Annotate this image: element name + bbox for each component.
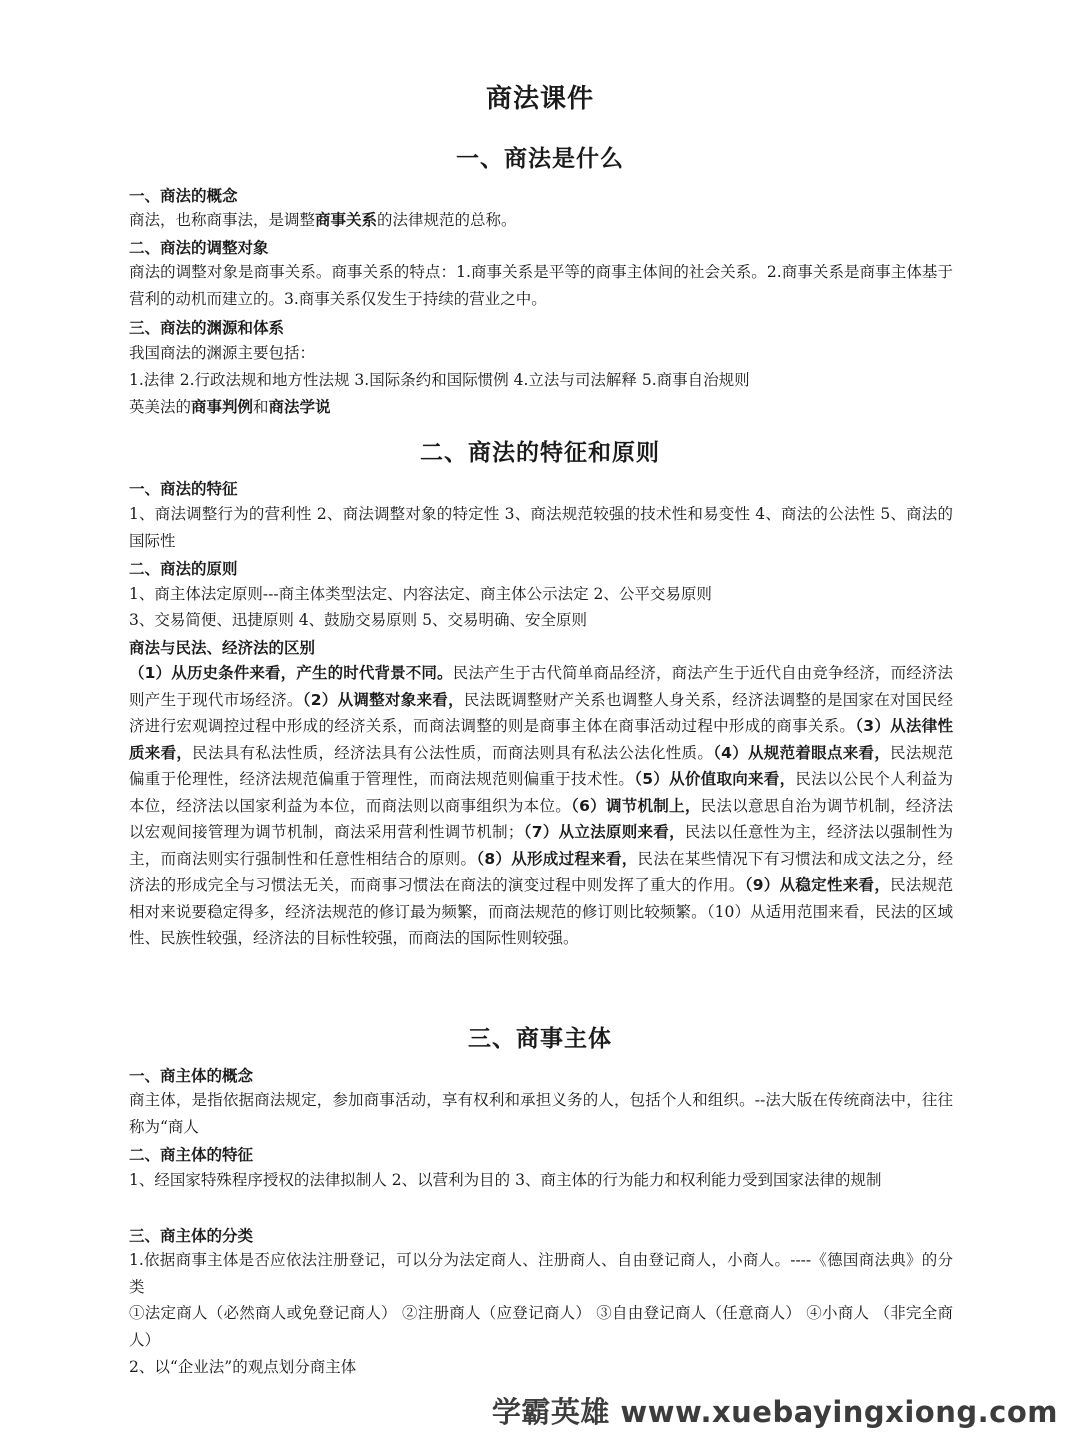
document-title: 商法课件 bbox=[485, 84, 594, 114]
ch3-section-3-enterprise-law: 2、以“企业法”的观点划分商主体 bbox=[129, 1358, 357, 1376]
ch3-section-3-types: ①法定商人（必然商人或免登记商人） ②注册商人（应登记商人） ③自由登记商人（任意商人） ④小商人 （非完全商人） bbox=[129, 1304, 953, 1349]
ch2-section-2-line-2: 3、交易简便、迅捷原则 4、鼓励交易原则 5、交易明确、安全原则 bbox=[129, 611, 587, 629]
ch1-section-3-intro: 我国商法的渊源主要包括： bbox=[129, 344, 316, 362]
ch3-section-2-heading: 二、商主体的特征 bbox=[129, 1146, 254, 1164]
ch2-section-1-heading: 一、商法的特征 bbox=[129, 480, 238, 498]
ch3-section-3-classification: 1.依据商事主体是否应依法注册登记，可以分为法定商人、注册商人、自由登记商人，小商人。----《德国商法典》的分类 bbox=[129, 1251, 953, 1296]
ch3-section-2-paragraph: 1、经国家特殊程序授权的法律拟制人 2、以营利为目的 3、商主体的行为能力和权利能力受到国家法律的规制 bbox=[129, 1171, 882, 1189]
site-watermark: 学霸英雄 www.xuebayingxiong.com bbox=[491, 1395, 1058, 1429]
ch1-section-1-paragraph: 商法，也称商事法，是调整商事关系的法律规范的总称。 bbox=[129, 211, 517, 229]
ch2-section-3-paragraph: （1）从历史条件来看，产生的时代背景不同。民法产生于古代简单商品经济，商法产生于近代自由竞争经济，而经济法则产生于现代市场经济。（2）从调整对象来看，民法既调整财产关系也调整人身关系，经济法调整的是国家在对国民经济进行宏观调控过程中形成的经济关系，而商法调整的则是商事主体在商事活动过程中形成的商事关系。（3）从法律性质来看，民法具有私法性质，经济法具有公法性质，而商法则具有私法公法化性质。（4）从规范着眼点来看，民法规范偏重于伦理性，经济法规范偏重于管理性，而商法规范则偏重于技术性。（5）从价值取向来看，民法以公民个人利益为本位，经济法以国家利益为本位，而商法则以商事组织为本位。（6）调节机制上，民法以意思自治为调节机制，经济法以宏观间接管理为调节机制，商法采用营利性调节机制；（7）从立法原则来看，民法以任意性为主，经济法以强制性为主，而商法则实行强制性和任意性相结合的原则。（8）从形成过程来看，民法在某些情况下有习惯法和成文法之分，经济法的形成完全与习惯法无关，而商事习惯法在商法的演变过程中则发挥了重大的作用。（9）从稳定性来看，民法规范相对来说要稳定得多，经济法规范的修订最为频繁，而商法规范的修订则比较频繁。（10）从适用范围来看，民法的区域性、民族性较强，经济法的目标性较强，而商法的国际性则较强。 bbox=[129, 664, 953, 947]
ch1-section-1-heading: 一、商法的概念 bbox=[129, 187, 238, 205]
chapter-1-title: 一、商法是什么 bbox=[456, 146, 624, 172]
ch1-section-2-paragraph: 商法的调整对象是商事关系。商事关系的特点：1.商事关系是平等的商事主体间的社会关系。2.商事关系是商事主体基于营利的动机而建立的。3.商事关系仅发生于持续的营业之中。 bbox=[129, 263, 953, 308]
chapter-2-title: 二、商法的特征和原则 bbox=[420, 440, 660, 466]
ch1-section-2-heading: 二、商法的调整对象 bbox=[129, 239, 269, 257]
ch3-section-1-heading: 一、商主体的概念 bbox=[129, 1067, 254, 1085]
ch3-section-1-paragraph: 商主体，是指依据商法规定，参加商事活动，享有权利和承担义务的人，包括个人和组织。--法大版在传统商法中，往往称为“商人 bbox=[129, 1091, 953, 1136]
ch1-section-3-anglo-american: 英美法的商事判例和商法学说 bbox=[129, 398, 331, 416]
chapter-3-title: 三、商事主体 bbox=[468, 1026, 612, 1052]
ch2-section-3-heading: 商法与民法、经济法的区别 bbox=[129, 639, 316, 657]
ch2-section-2-heading: 二、商法的原则 bbox=[129, 560, 238, 578]
ch2-section-1-paragraph: 1、商法调整行为的营利性 2、商法调整对象的特定性 3、商法规范较强的技术性和易变性 4、商法的公法性 5、商法的国际性 bbox=[129, 505, 953, 550]
ch1-section-3-sources: 1.法律 2.行政法规和地方性法规 3.国际条约和国际惯例 4.立法与司法解释 5.商事自治规则 bbox=[129, 371, 750, 389]
ch3-section-3-heading: 三、商主体的分类 bbox=[129, 1227, 254, 1245]
ch1-section-3-heading: 三、商法的渊源和体系 bbox=[129, 319, 285, 337]
ch2-section-2-line-1: 1、商主体法定原则---商主体类型法定、内容法定、商主体公示法定 2、公平交易原则 bbox=[129, 585, 712, 603]
